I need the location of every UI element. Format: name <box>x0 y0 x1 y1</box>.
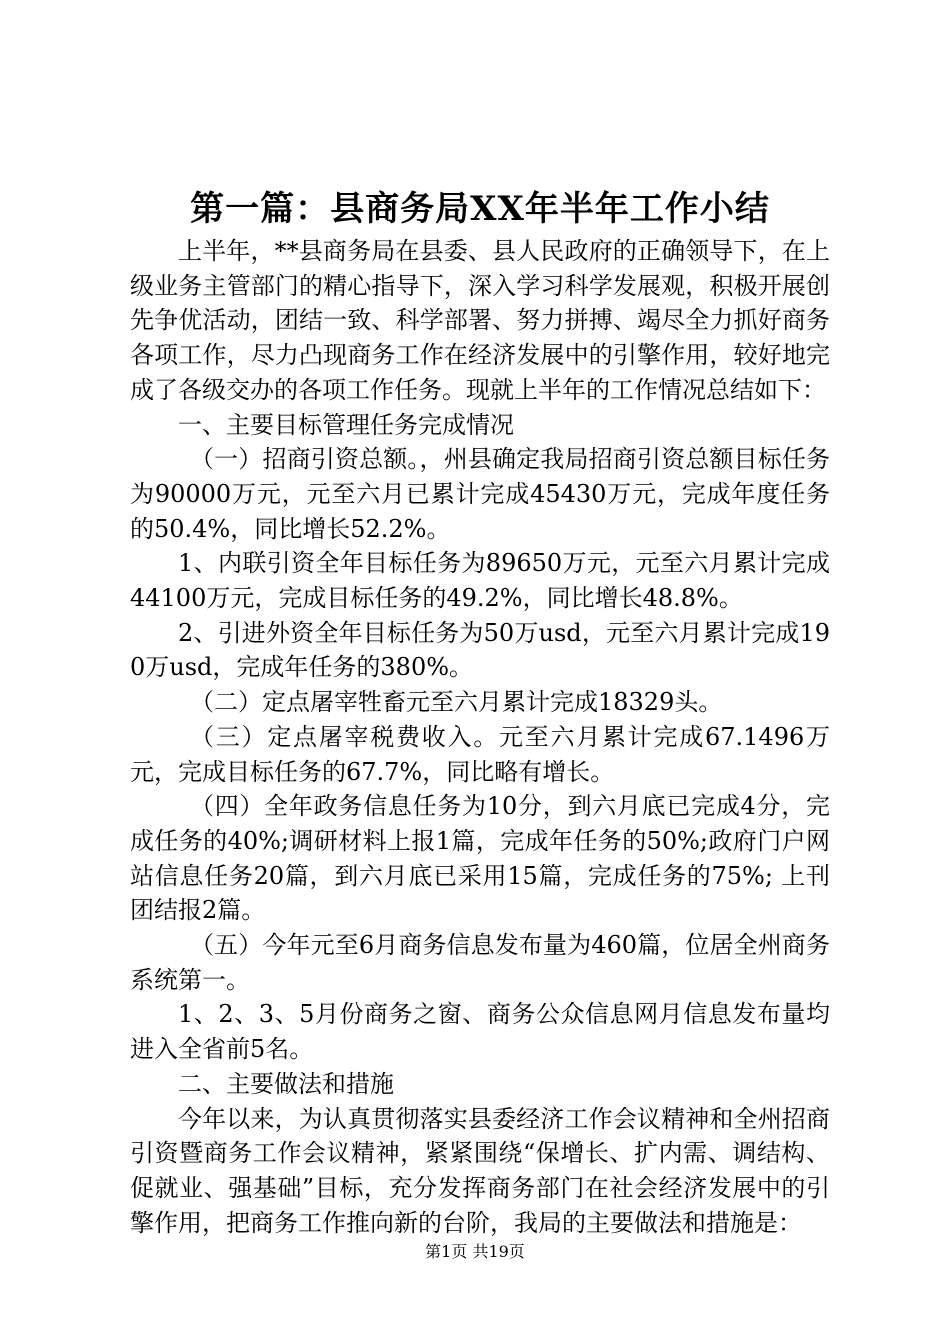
paragraph-subitem-2: 2、引进外资全年目标任务为50万usd，元至六月累计完成190万usd，完成年任务的380%。 <box>130 618 830 682</box>
paragraph-item-4: （四）全年政务信息任务为10分，到六月底已完成4分，完成任务的40%;调研材料上报1篇，完成年任务的50%;政府门户网站信息任务20篇，到六月底已采用15篇，完成任务的75%; 上刊团结报2篇。 <box>130 792 830 925</box>
section-heading-1: 一、主要目标管理任务完成情况 <box>178 410 514 439</box>
paragraph-item-2: （二）定点屠宰牲畜元至六月累计完成18329头。 <box>190 688 723 717</box>
page-footer: 第1页 共19页 <box>425 1242 525 1261</box>
section-heading-2: 二、主要做法和措施 <box>178 1069 394 1098</box>
paragraph-item-5: （五）今年元至6月商务信息发布量为460篇，位居全州商务系统第一。 <box>130 931 830 994</box>
document-title: 第一篇：县商务局XX年半年工作小结 <box>190 189 770 229</box>
paragraph-intro: 上半年，**县商务局在县委、县人民政府的正确领导下，在上级业务主管部门的精心指导下，深入学习科学发展观，积极开展创先争优活动，团结一致、科学部署、努力拼搏、竭尽全力抓好商务各项工作，尽力凸现商务工作在经济发展中的引擎作用，较好地完成了各级交办的各项工作任务。现就上半年的工作情况总结如下： <box>130 237 830 404</box>
document-body <box>130 234 830 1240</box>
paragraph-item-1: （一）招商引资总额。，州县确定我局招商引资总额目标任务为90000万元，元至六月已累计完成45430万元，完成年度任务的50.4%，同比增长52.2%。 <box>130 445 830 543</box>
paragraph-subitem-3: 1、2、3、5月份商务之窗、商务公众信息网月信息发布量均进入全省前5名。 <box>130 1000 830 1064</box>
paragraph-measures: 今年以来，为认真贯彻落实县委经济工作会议精神和全州招商引资暨商务工作会议精神，紧紧围绕“保增长、扩内需、调结构、促就业、强基础”目标，充分发挥商务部门在社会经济发展中的引擎作用，把商务工作推向新的台阶，我局的主要做法和措施是： <box>130 1104 830 1237</box>
paragraph-subitem-1: 1、内联引资全年目标任务为89650万元，元至六月累计完成44100万元，完成目标任务的49.2%，同比增长48.8%。 <box>130 549 830 613</box>
paragraph-item-3: （三）定点屠宰税费收入。元至六月累计完成67.1496万元，完成目标任务的67.7%，同比略有增长。 <box>130 722 830 786</box>
